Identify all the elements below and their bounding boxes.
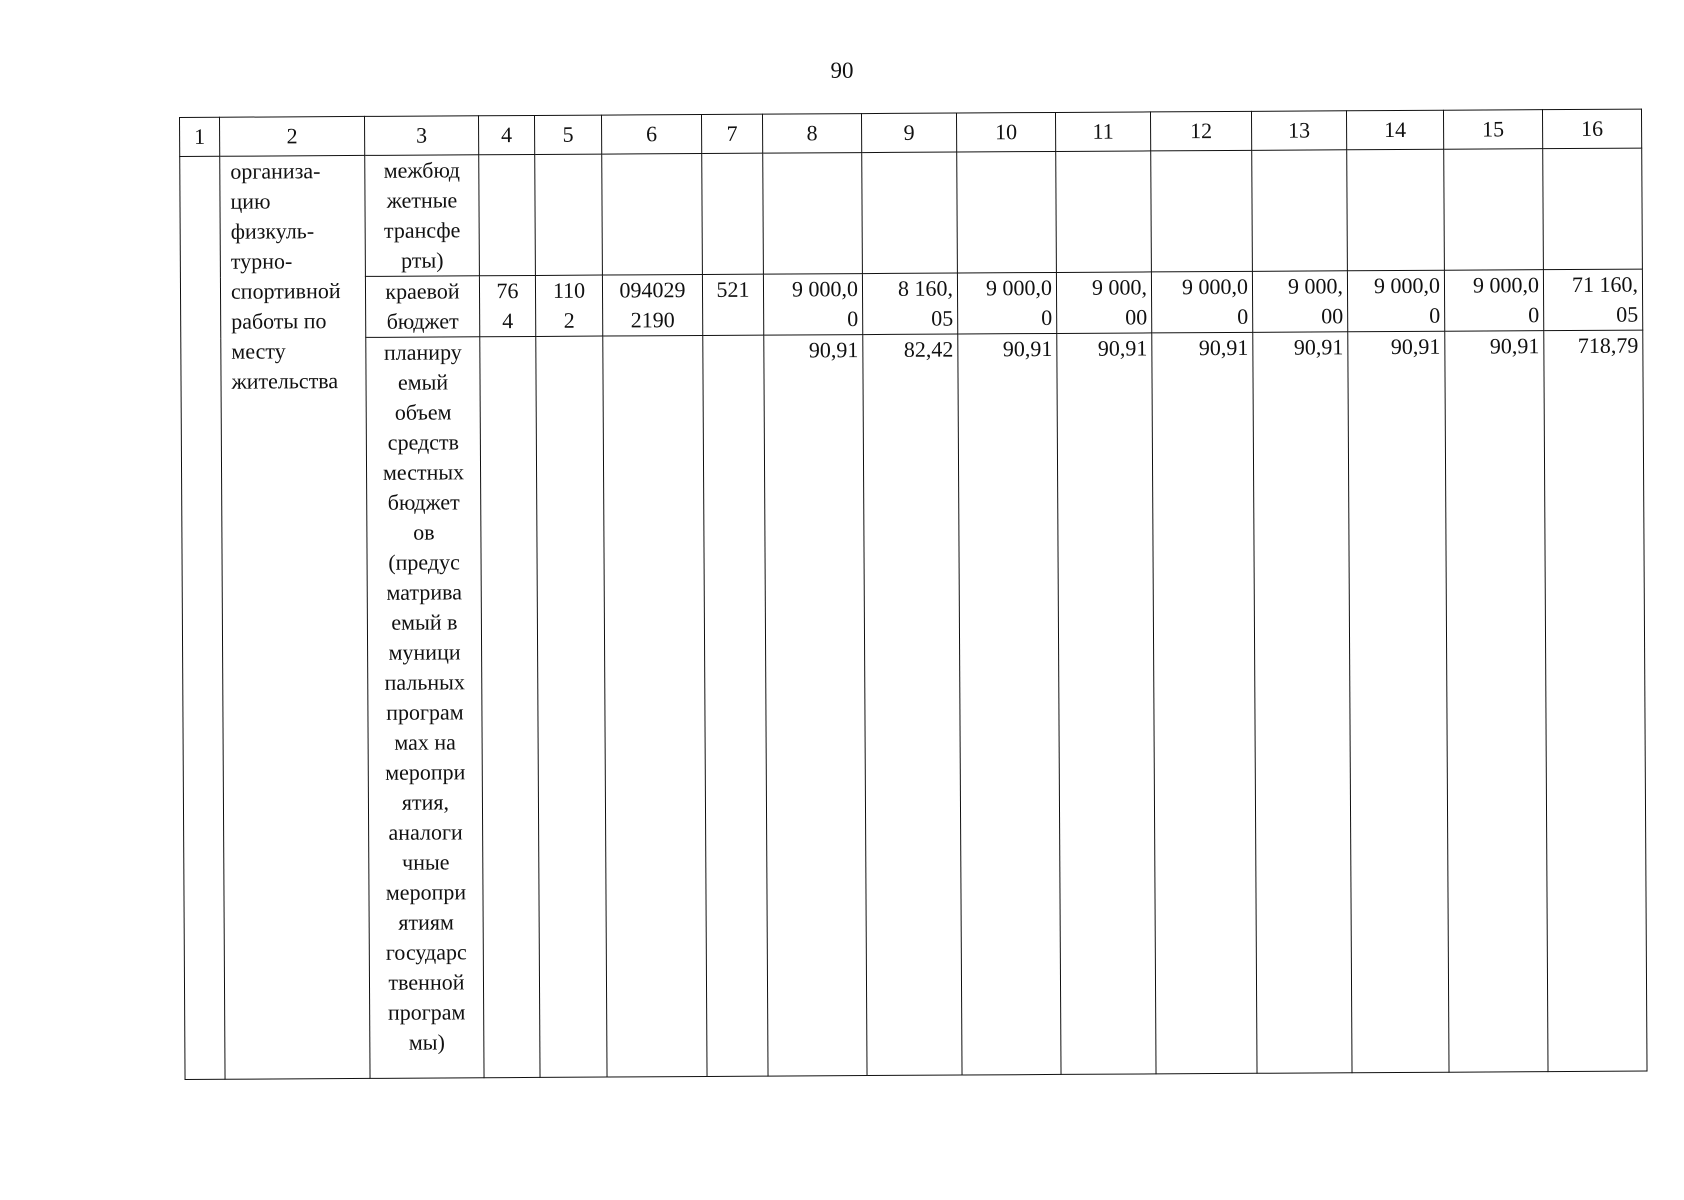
empty-cell [479,154,536,275]
empty-cell [1543,148,1643,270]
header-cell: 11 [1055,112,1150,152]
empty-cell [1056,151,1152,273]
header-cell: 4 [478,115,534,154]
header-cell: 10 [956,112,1055,152]
header-cell: 1 [180,117,220,156]
code-cell: 521 [702,274,763,335]
header-cell: 7 [701,114,762,153]
header-cell: 16 [1542,109,1641,149]
amount-cell: 90,91 [1057,333,1156,1075]
code-cell: 110 2 [535,275,602,336]
header-cell: 14 [1346,110,1443,150]
header-cell: 5 [534,115,601,154]
amount-cell: 9 000,0 0 [1347,270,1444,332]
code-cell: 76 4 [479,275,535,336]
funding-source-cell: краевой бюджет [365,276,479,338]
empty-cell [702,153,764,274]
empty-cell [957,151,1057,273]
empty-cell [703,335,768,1076]
empty-cell [862,152,958,274]
empty-cell [1252,150,1348,272]
header-cell: 15 [1443,110,1542,150]
amount-cell: 82,42 [863,334,962,1076]
amount-cell: 9 000,0 0 [957,272,1056,334]
amount-cell: 718,79 [1544,330,1647,1072]
col1-cell [180,156,225,1079]
empty-cell [535,154,603,275]
empty-cell [480,336,540,1077]
table-row [180,269,1642,338]
amount-cell: 90,91 [1152,332,1257,1074]
empty-cell [1151,150,1253,272]
amount-cell: 8 160, 05 [862,273,957,335]
empty-cell [536,336,607,1077]
empty-cell [763,153,863,275]
amount-cell: 90,91 [764,335,867,1077]
empty-cell [603,335,707,1077]
amount-cell: 90,91 [958,333,1061,1075]
empty-cell [1444,149,1544,271]
amount-cell: 9 000, 00 [1056,272,1151,334]
amount-cell: 90,91 [1445,331,1548,1073]
amount-cell: 90,91 [1253,332,1352,1074]
amount-cell: 9 000,0 0 [763,274,862,336]
amount-cell: 9 000,0 0 [1444,270,1543,332]
budget-table [179,109,1648,1080]
amount-cell: 71 160, 05 [1543,269,1642,331]
event-name-cell: организа- цию физкуль- турно- спортивной работы по месту жительства [220,155,370,1079]
header-cell: 9 [861,113,956,153]
header-cell: 8 [762,114,861,154]
header-cell: 2 [220,116,365,156]
funding-source-cell: межбюд жетные трансфе рты) [365,155,480,277]
page-number: 90 [830,58,854,83]
empty-cell [1347,149,1445,271]
funding-source-cell: планиру емый объем средств местных бюджет ов (предус матрива емый в муници пальных програм мах на меропри ятия, аналоги чные меропри ятиям государс твенной програм мы) [366,337,484,1079]
header-cell: 3 [364,116,478,156]
empty-cell [602,153,703,275]
amount-cell: 9 000,0 0 [1151,271,1252,333]
table-row [180,148,1643,277]
amount-cell: 9 000, 00 [1252,271,1347,333]
amount-cell: 90,91 [1348,331,1449,1073]
header-cell: 12 [1150,111,1251,151]
header-cell: 6 [601,114,701,154]
table-row [181,330,1647,1079]
code-cell: 094029 2190 [602,274,702,336]
header-cell: 13 [1251,111,1346,151]
